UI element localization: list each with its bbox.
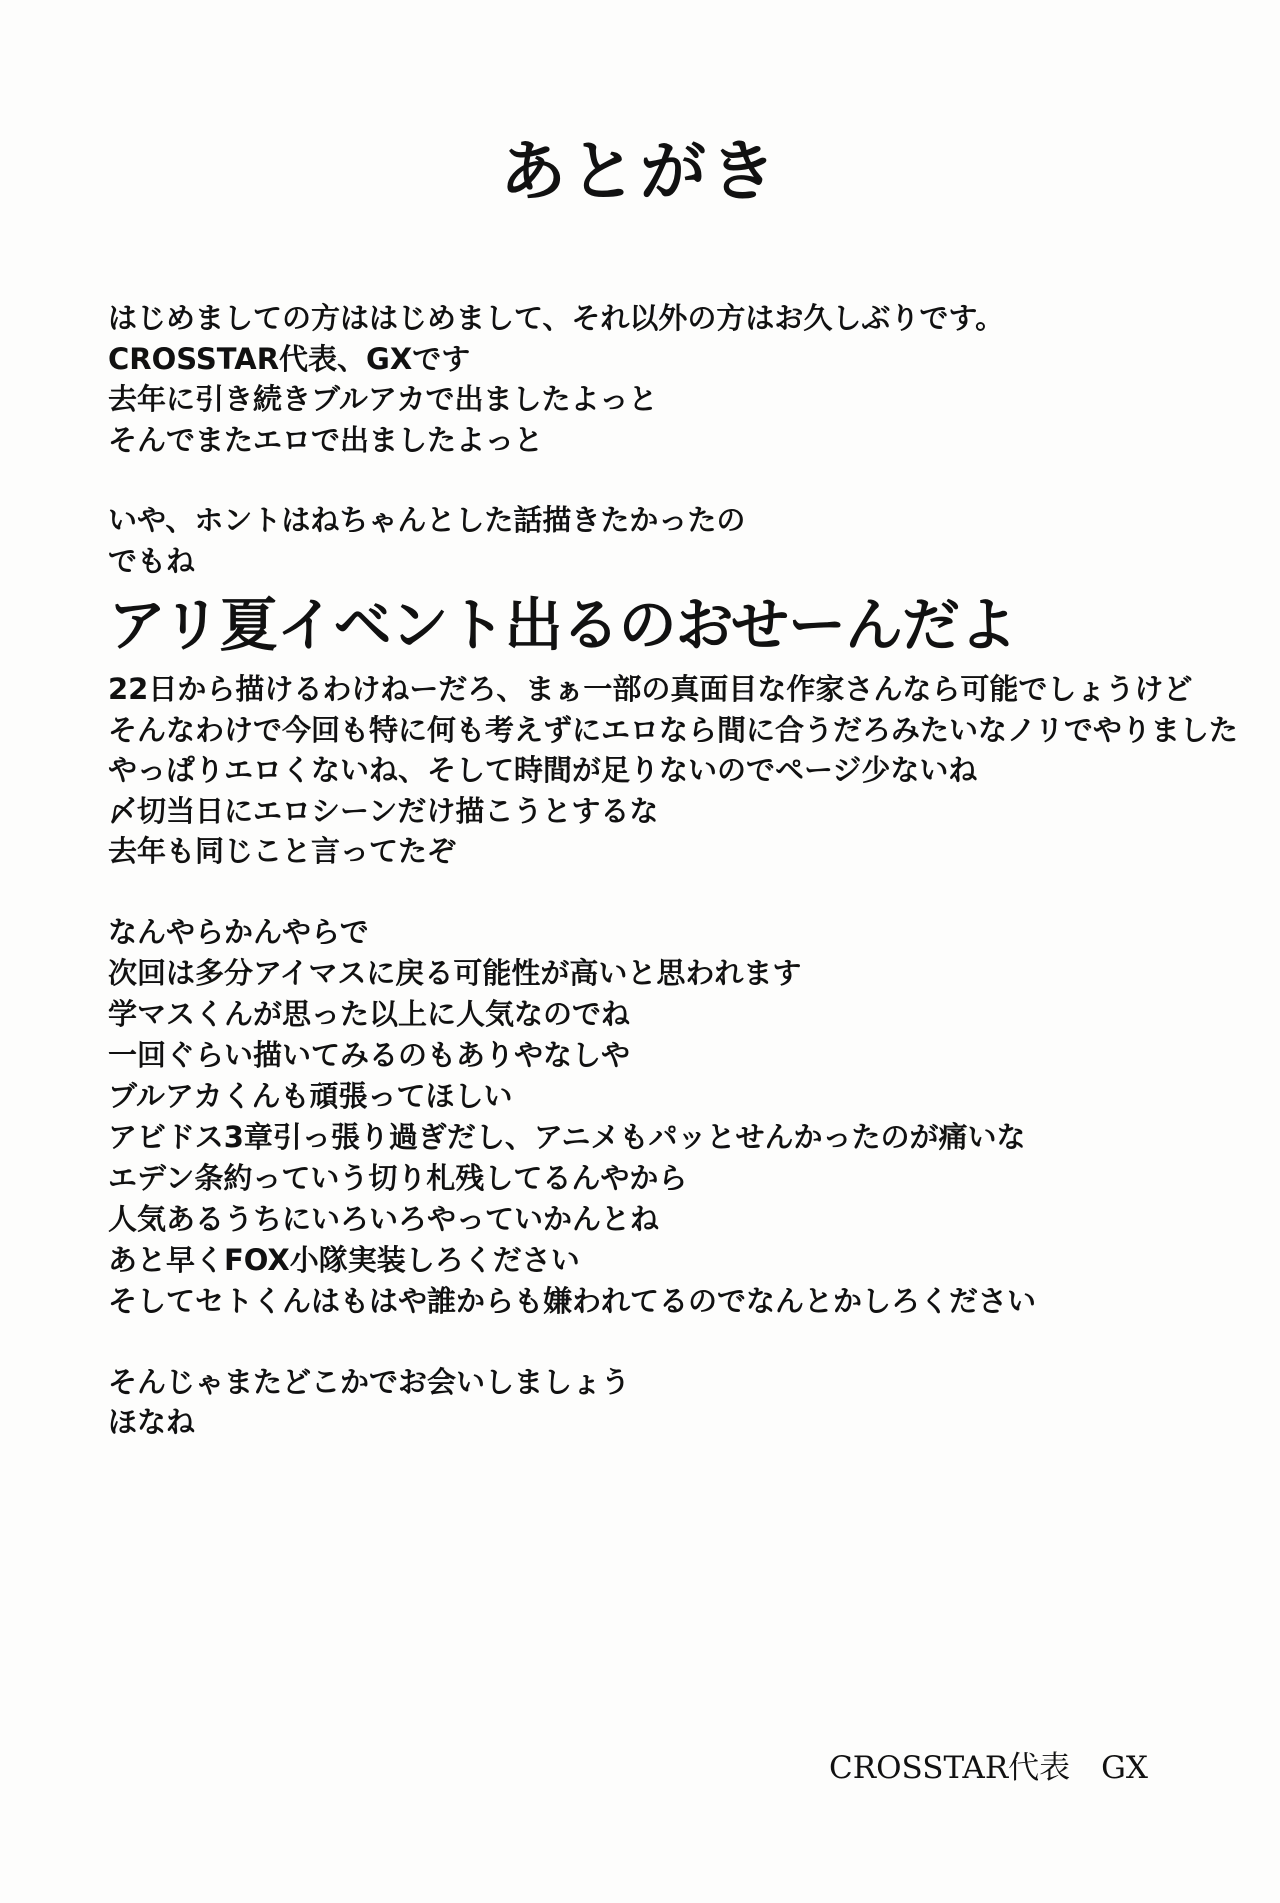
text-line: あと早くFOX小隊実装しろください [108, 1242, 580, 1277]
paragraph-gap [108, 460, 1248, 500]
headline-text: アリ夏イベント出るのおせーんだよ [108, 591, 1016, 659]
text-line: なんやらかんやらで [108, 914, 369, 949]
text-line: ほなね [108, 1405, 196, 1439]
text-line: 一回ぐらい描いてみるのもありやなしや [108, 1037, 631, 1072]
future-paragraph [108, 912, 1248, 1322]
text-line: アビドス3章引っ張り過ぎだし、アニメもパッとせんかったのが痛いな [108, 1119, 1026, 1154]
text-line: そんじゃまたどこかでお会いしましょう [108, 1364, 631, 1399]
text-line: はじめましての方ははじめまして、それ以外の方はお久しぶりです。 [108, 301, 1005, 335]
text-line: いや、ホントはねちゃんとした話描きたかったの [108, 503, 746, 537]
afterword-body [108, 298, 1248, 1443]
text-line: CROSSTAR代表、GXです [108, 341, 471, 376]
text-line: 去年に引き続きブルアカで出ましたよっと [108, 382, 658, 416]
text-line: ブルアカくんも頑張ってほしい [108, 1078, 513, 1113]
reason-paragraph [108, 500, 1248, 872]
text-line: 学マスくんが思った以上に人気なのでね [108, 996, 631, 1031]
text-line: そしてセトくんはもはや誰からも嫌われてるのでなんとかしろください [108, 1283, 1037, 1318]
page-title: あとがき [500, 133, 780, 210]
text-line: でもね [108, 543, 196, 578]
text-line: やっぱりエロくないね、そして時間が足りないのでページ少ないね [108, 753, 978, 787]
text-line: 去年も同じこと言ってたぞ [108, 834, 457, 868]
text-line: そんでまたエロで出ましたよっと [108, 422, 544, 457]
paragraph-gap [108, 1322, 1248, 1362]
closing-paragraph [108, 1362, 1248, 1443]
signature: CROSSTAR代表 GX [829, 1750, 1148, 1786]
text-line: 人気あるうちにいろいろやっていかんとね [108, 1201, 660, 1236]
intro-paragraph [108, 298, 1248, 460]
text-line: エデン条約っていう切り札残してるんやから [108, 1160, 688, 1195]
text-line: 次回は多分アイマスに戻る可能性が高いと思われます [108, 955, 802, 990]
text-line: そんなわけで今回も特に何も考えずにエロなら間に合うだろみたいなノリでやりました [108, 712, 1238, 747]
text-line: 〆切当日にエロシーンだけ描こうとするな [108, 793, 659, 828]
paragraph-gap [108, 872, 1248, 912]
text-line: 22日から描けるわけねーだろ、まぁ一部の真面目な作家さんなら可能でしょうけど [108, 672, 1193, 706]
